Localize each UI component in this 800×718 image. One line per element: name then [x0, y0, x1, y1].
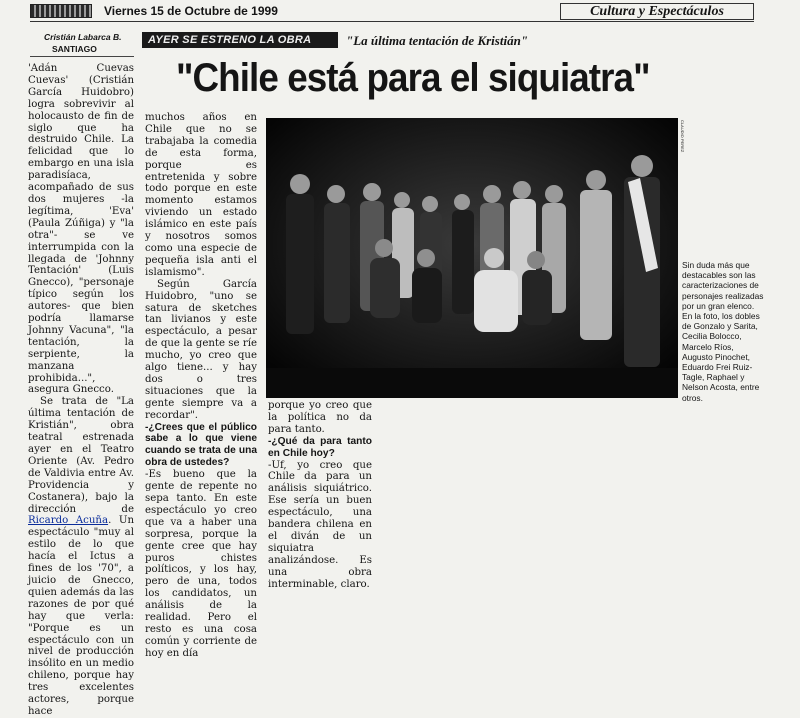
- newspaper-logo: [30, 4, 92, 18]
- paragraph: -Es bueno que la gente de repente no sepa tanto. En este espectáculo yo creo que va a haber una sorpresa, porque la gente cree que hay puros chistes políticos, y los hay, pero de una, todos los candidatos, un análisis de la realidad. Pero el resto es una cosa común y corriente de hoy en día: [145, 469, 257, 659]
- issue-date: Viernes 15 de Octubre de 1999: [104, 4, 278, 18]
- paragraph: Según García Huidobro, "uno se satura de sketches tan livianos y este espectáculo, a pesar de que la gente se ríe mucho, yo creo que algo tiene... y hay dos o tres situaciones que la gente siempre va a recordar".: [145, 278, 257, 421]
- headline: "Chile está para el siquiatra": [176, 56, 650, 100]
- cast-photo: [266, 118, 678, 398]
- paragraph: [28, 396, 134, 717]
- paragraph: muchos años en Chile que no se trabajaba la comedia de esta forma, porque es entretenida y sobre todo porque en este momento estamos viviendo un estado islámico en este país y nosotros somos como una especie de pequeña isla anti el islamismo".: [145, 112, 257, 278]
- article-column-2: [145, 112, 257, 659]
- header-rule: [30, 21, 754, 22]
- director-name: Ricardo Acuña: [28, 515, 109, 527]
- kicker-title: "La última tentación de Kristián": [346, 33, 529, 48]
- article-column-3: [268, 400, 372, 590]
- photo-credit: CLAUDIO PEREZ: [680, 120, 685, 153]
- byline-author: Cristián Labarca B.: [44, 32, 122, 42]
- article-column-1: [28, 63, 135, 717]
- paragraph: -Uf, yo creo que Chile da para un análisis siquiátrico. Ese sería un buen espectáculo, una bandera chilena en el diván de un siquiatra analizándose. Es una obra interminable, claro.: [268, 459, 372, 590]
- paragraph: porque yo creo que la política no da para tanto.: [268, 400, 372, 435]
- byline-city: SANTIAGO: [52, 44, 97, 54]
- paragraph-text: . Un espectáculo "muy al estilo de lo que hacía el Ictus a fines de los '70", a juicio de Gnecco, quien además da las razones de por qué hay que verla: "Porque es un espectáculo con un nivel de producción insólito en un medio chileno, porque hay tres excelentes actores, porque hace: [28, 515, 135, 717]
- kicker-label: AYER SE ESTRENO LA OBRA: [142, 32, 338, 48]
- cast-photo-image: [266, 118, 678, 398]
- byline-rule: [30, 56, 134, 57]
- interview-question: -¿Qué da para tanto en Chile hoy?: [268, 435, 372, 459]
- paragraph-text: Se trata de "La última tentación de Kristián", obra teatral estrenada ayer en el Teatro Oriente (Av. Pedro de Valdivia entre Av. Providencia y Costanera), bajo la dirección de: [28, 396, 134, 515]
- paragraph: 'Adán Cuevas Cuevas' (Cristián García Huidobro) logra sobrevivir al holocausto de fin de siglo que ha destruido Chile. La felicidad que lo embargo en una isla paradisíaca, acompañado de sus dos mujeres -la legítima, 'Eva' (Paula Zúñiga) y "la otra"- se ve interrumpida con la llegada de 'Johnny Tentación' (Luis Gnecco), "personaje típico según los autores- que bien podría llamarse Johnny Vacuna", "la tentación, la serpiente, la manzana prohibida...", asegura Gnecco.: [28, 63, 134, 396]
- photo-caption: Sin duda más que destacables son las caracterizaciones de personajes realizadas por un gran elenco. En la foto, los dobles de Gonzalo y Sarita, Cecilia Bolocco, Marcelo Ríos, Augusto Pinochet, Eduardo Frei Ruiz-Tagle, Raphael y Nelson Acosta, entre otros.: [682, 260, 764, 403]
- interview-question: -¿Crees que el público sabe a lo que viene cuando se trata de una obra de ustedes?: [145, 421, 257, 469]
- section-label: Cultura y Espectáculos: [560, 3, 754, 20]
